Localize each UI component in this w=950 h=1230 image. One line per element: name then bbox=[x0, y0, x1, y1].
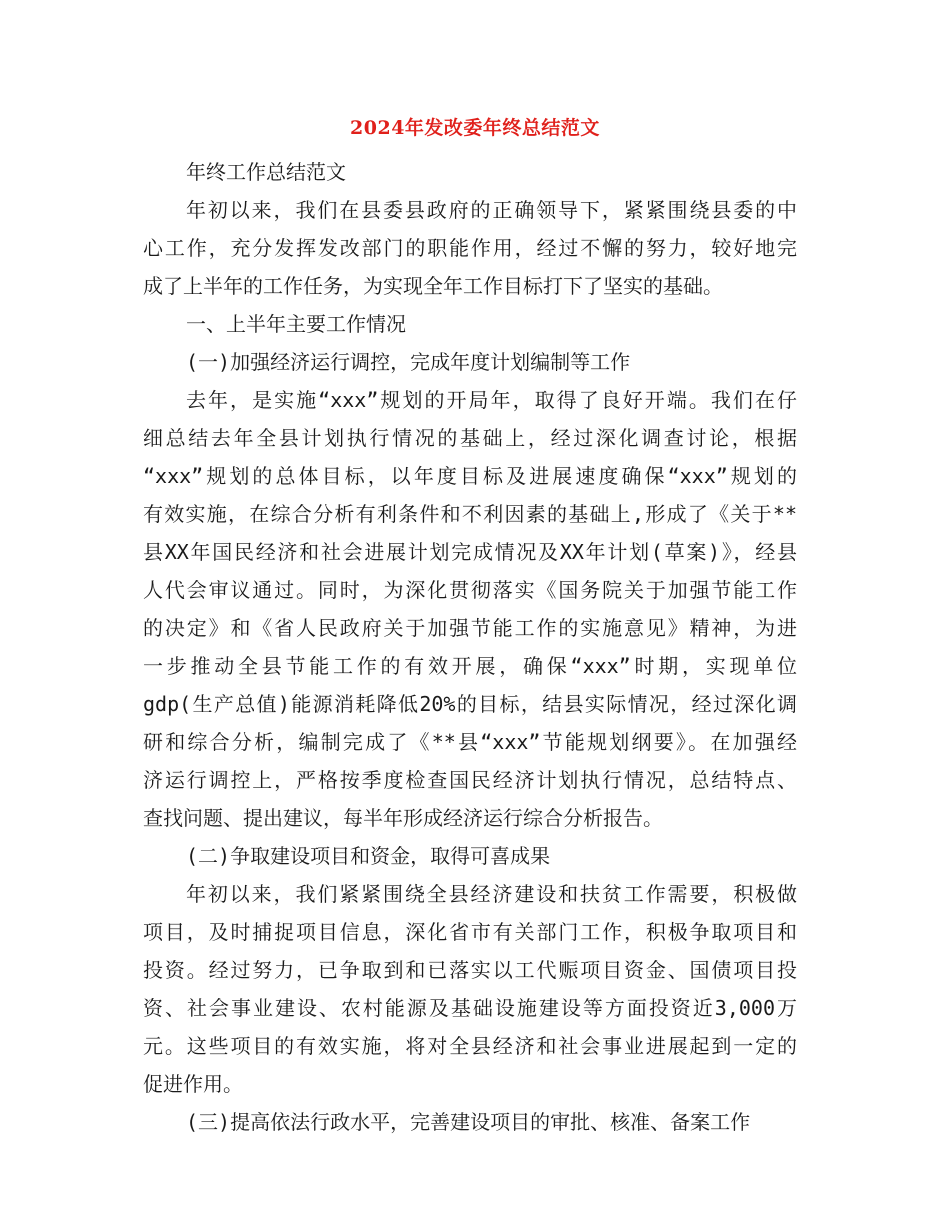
paragraph-line: 投资。经过努力，已争取到和已落实以工代赈项目资金、国债项目投 bbox=[143, 958, 797, 982]
paragraph-line: 年初以来，我们紧紧围绕全县经济建设和扶贫工作需要，积极做 bbox=[186, 882, 797, 906]
paragraph-line: 有效实施，在综合分析有利条件和不利因素的基础上,形成了《关于** bbox=[143, 502, 797, 526]
section-heading: 一、上半年主要工作情况 bbox=[186, 312, 406, 336]
paragraph-line: 年终工作总结范文 bbox=[186, 160, 346, 184]
paragraph-line: 项目，及时捕捉项目信息，深化省市有关部门工作，积极争取项目和 bbox=[143, 920, 797, 944]
paragraph-line: gdp(生产总值)能源消耗降低20%的目标，结县实际情况，经过深化调 bbox=[143, 692, 797, 716]
subsection-heading: (一)加强经济运行调控，完成年度计划编制等工作 bbox=[186, 350, 631, 374]
paragraph-line: 研和综合分析，编制完成了《**县“xxx”节能规划纲要》。在加强经 bbox=[143, 730, 797, 754]
paragraph-line: 资、社会事业建设、农村能源及基础设施建设等方面投资近3,000万 bbox=[143, 996, 797, 1020]
paragraph-line: 查找问题、提出建议，每半年形成经济运行综合分析报告。 bbox=[143, 806, 663, 830]
paragraph-line: “xxx”规划的总体目标，以年度目标及进展速度确保“xxx”规划的 bbox=[143, 464, 797, 488]
paragraph-line: 人代会审议通过。同时，为深化贯彻落实《国务院关于加强节能工作 bbox=[143, 578, 797, 602]
paragraph-line: 年初以来，我们在县委县政府的正确领导下，紧紧围绕县委的中 bbox=[186, 198, 797, 222]
paragraph-line: 县XX年国民经济和社会进展计划完成情况及XX年计划(草案)》，经县 bbox=[143, 540, 797, 564]
paragraph-line: 成了上半年的工作任务，为实现全年工作目标打下了坚实的基础。 bbox=[143, 274, 723, 298]
paragraph-line: 的决定》和《省人民政府关于加强节能工作的实施意见》精神，为进 bbox=[143, 616, 797, 640]
paragraph-line: 去年，是实施“xxx”规划的开局年，取得了良好开端。我们在仔 bbox=[186, 388, 797, 412]
paragraph-line: 元。这些项目的有效实施，将对全县经济和社会事业进展起到一定的 bbox=[143, 1034, 797, 1058]
subsection-heading: (三)提高依法行政水平，完善建设项目的审批、核准、备案工作 bbox=[186, 1110, 751, 1134]
document-title: 2024年发改委年终总结范文 bbox=[350, 117, 600, 139]
subsection-heading: (二)争取建设项目和资金，取得可喜成果 bbox=[186, 844, 551, 868]
paragraph-line: 一步推动全县节能工作的有效开展，确保“xxx”时期，实现单位 bbox=[143, 654, 797, 678]
paragraph-line: 细总结去年全县计划执行情况的基础上，经过深化调查讨论，根据 bbox=[143, 426, 797, 450]
paragraph-line: 促进作用。 bbox=[143, 1072, 243, 1096]
paragraph-line: 心工作，充分发挥发改部门的职能作用，经过不懈的努力，较好地完 bbox=[143, 236, 797, 260]
paragraph-line: 济运行调控上，严格按季度检查国民经济计划执行情况，总结特点、 bbox=[143, 768, 797, 792]
